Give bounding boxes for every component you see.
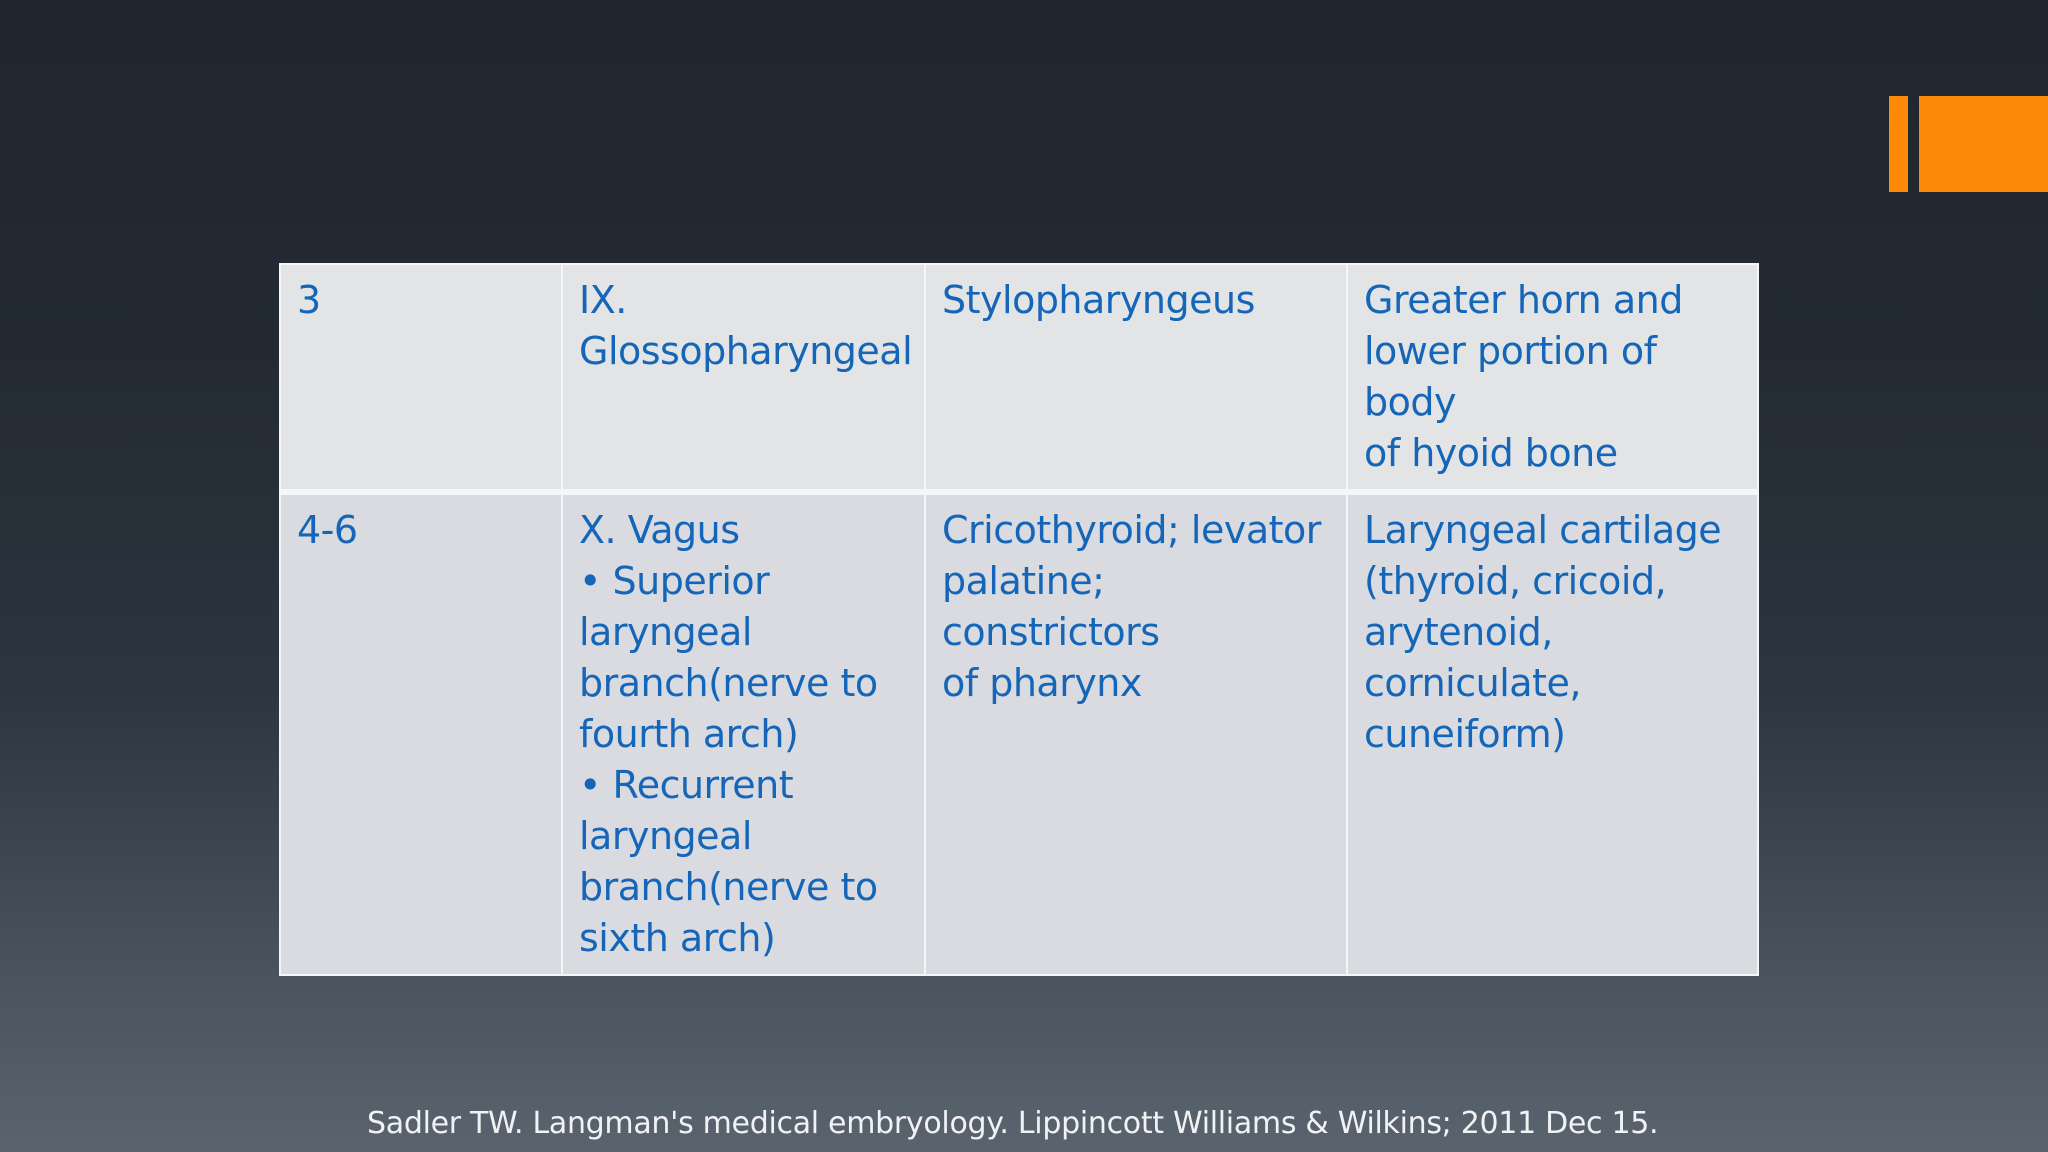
skeletal-line: corniculate, — [1364, 661, 1581, 705]
skeletal-line: Laryngeal cartilage — [1364, 508, 1722, 552]
nerve-line: • Recurrent — [579, 763, 794, 807]
nerve-line: sixth arch) — [579, 916, 776, 960]
table-row — [280, 264, 1758, 492]
skeletal-line: Greater horn and — [1364, 278, 1683, 322]
citation-text: Sadler TW. Langman's medical embryology. Lippincott Williams & Wilkins; 2011 Dec 15. — [367, 1106, 1659, 1141]
skeletal-line: cuneiform) — [1364, 712, 1566, 756]
nerve-line: Glossopharyngeal — [579, 329, 913, 373]
muscles-line: Cricothyroid; levator — [942, 508, 1321, 552]
table-row — [280, 492, 1758, 975]
nerve-line: laryngeal — [579, 814, 752, 858]
arch-number: 3 — [297, 278, 321, 322]
nerve-line: IX. — [579, 278, 627, 322]
accent-bar-thick — [1919, 96, 2048, 192]
accent-bar-thin — [1889, 96, 1908, 192]
skeletal-line: (thyroid, cricoid, — [1364, 559, 1667, 603]
skeletal-cell — [1347, 492, 1758, 975]
table-container — [279, 263, 1757, 976]
arch-number: 4-6 — [297, 508, 358, 552]
nerve-line: branch(nerve to — [579, 865, 878, 909]
arch-cell — [280, 492, 562, 975]
nerve-line: laryngeal — [579, 610, 752, 654]
skeletal-cell — [1347, 264, 1758, 492]
nerve-line: branch(nerve to — [579, 661, 878, 705]
skeletal-line: of hyoid bone — [1364, 431, 1618, 475]
arch-cell — [280, 264, 562, 492]
pharyngeal-arch-table — [279, 263, 1759, 976]
muscles-line: palatine; constrictors — [942, 559, 1160, 654]
nerve-cell — [562, 264, 925, 492]
nerve-line: fourth arch) — [579, 712, 799, 756]
skeletal-line: lower portion of body — [1364, 329, 1657, 424]
muscles-line: Stylopharyngeus — [942, 278, 1255, 322]
nerve-cell — [562, 492, 925, 975]
muscles-cell — [925, 264, 1347, 492]
muscles-cell — [925, 492, 1347, 975]
nerve-line: • Superior — [579, 559, 770, 603]
skeletal-line: arytenoid, — [1364, 610, 1553, 654]
muscles-line: of pharynx — [942, 661, 1142, 705]
nerve-line: X. Vagus — [579, 508, 740, 552]
